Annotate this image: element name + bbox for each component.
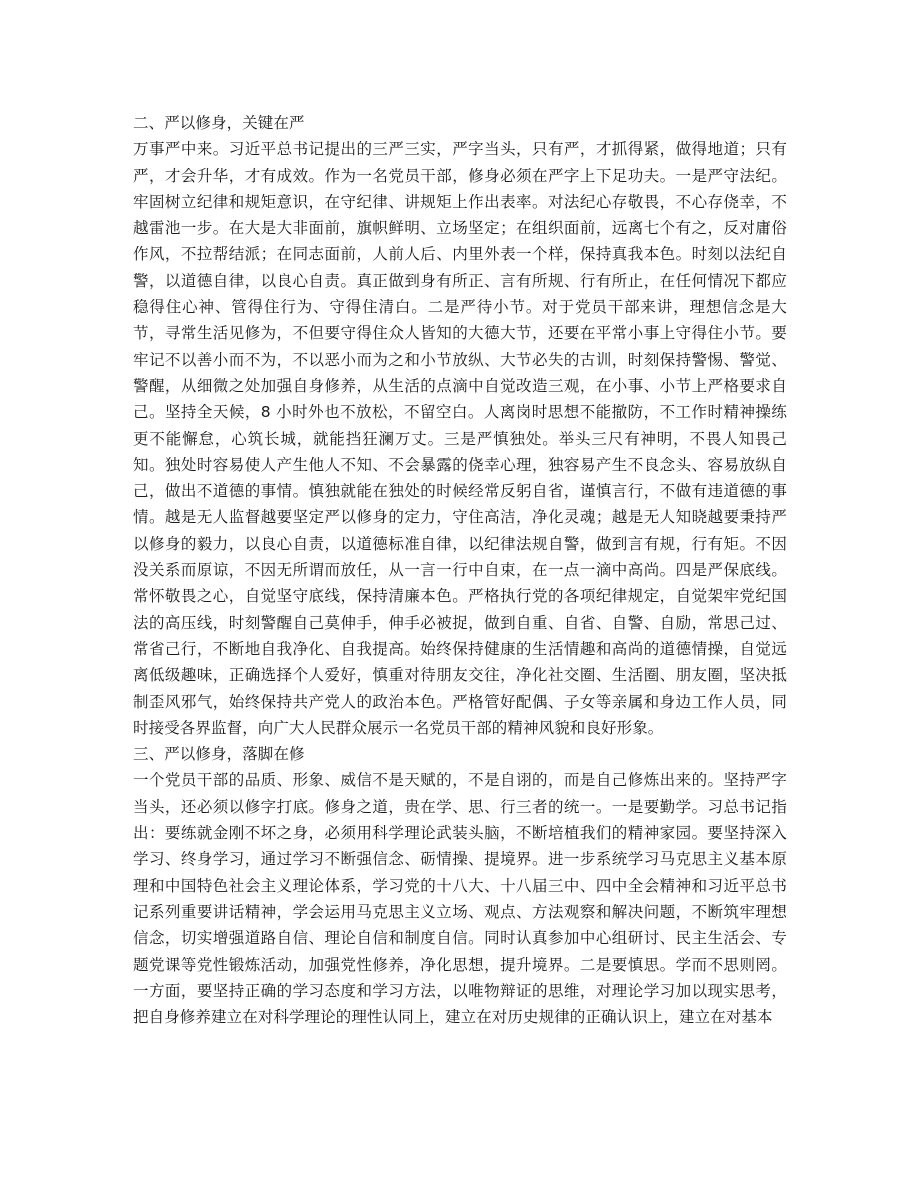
- document-page: [133, 110, 787, 1030]
- section-heading: 二、严以修身，关键在严: [133, 114, 305, 132]
- section-body: 一个党员干部的品质、形象、威信不是天赋的，不是自诩的，而是自己修炼出来的。坚持严字当头，还必须以修字打底。修身之道，贵在学、思、行三者的统一。一是要勤学。习总书记指出：要练就金刚不坏之身，必须用科学理论武装头脑，不断培植我们的精神家园。要坚持深入学习、终身学习，通过学习不断强信念、砺情操、提境界。进一步系统学习马克思主义基本原理和中国特色社会主义理论体系，学习党的十八大、十八届三中、四中全会精神和习近平总书记系列重要讲话精神，学会运用马克思主义立场、观点、方法观察和解决问题，不断筑牢理想信念，切实增强道路自信、理论自信和制度自信。同时认真参加中心组研讨、民主生活会、专题党课等党性锻炼活动，加强党性修养，净化思想，提升境界。二是要慎思。学而不思则罔。一方面，要坚持正确的学习态度和学习方法，以唯物辩证的思维，对理论学习加以现实思考，把自身修养建立在对科学理论的理性认同上，建立在对历史规律的正确认识上，建立在对基本: [133, 771, 787, 1027]
- section-heading: 三、严以修身，落脚在修: [133, 745, 305, 764]
- section-body: 万事严中来。习近平总书记提出的三严三实，严字当头，只有严，才抓得紧，做得地道；只有严，才会升华，才有成效。作为一名党员干部，修身必须在严字上下足功夫。一是严守法纪。牢固树立纪律和规矩意识，在守纪律、讲规矩上作出表率。对法纪心存敬畏，不心存侥幸，不越雷池一步。在大是大非面前，旗帜鲜明、立场坚定；在组织面前，远离七个有之，反对庸俗作风，不拉帮结派；在同志面前，人前人后、内里外表一个样，保持真我本色。时刻以法纪自警，以道德自律，以良心自责。真正做到身有所正、言有所规、行有所止，在任何情况下都应稳得住心神、管得住行为、守得住清白。二是严待小节。对于党员干部来讲，理想信念是大节，寻常生活见修为，不但要守得住众人皆知的大德大节，还要在平常小事上守得住小节。要牢记不以善小而不为，不以恶小而为之和小节放纵、大节必失的古训，时刻保持警惕、警觉、警醒，从细微之处加强自身修养，从生活的点滴中自觉改造三观，在小事、小节上严格要求自己。坚持全天候，8 小时外也不放松，不留空白。人离岗时思想不能撤防，不工作时精神操练更不能懈怠，心筑长城，就能挡狂澜万丈。三是严慎独处。举头三尺有神明，不畏人知畏己知。独处时容易使人产生他人不知、不会暴露的侥幸心理，独容易产生不良念头、容易放纵自己，做出不道德的事情。慎独就能在独处的时候经常反躬自省，谨慎言行，不做有违道德的事情。越是无人监督越要坚定严以修身的定力，守住高洁，净化灵魂；越是无人知晓越要秉持严以修身的毅力，以良心自责，以道德标准自律，以纪律法规自警，做到言有规，行有矩。不因没关系而原谅，不因无所谓而放任，从一言一行中自束，在一点一滴中高尚。四是严保底线。常怀敬畏之心，自觉坚守底线，保持清廉本色。严格执行党的各项纪律规定，自觉架牢党纪国法的高压线，时刻警醒自己莫伸手，伸手必被捉，做到自重、自省、自警、自励，常思己过、常省己行，不断地自我净化、自我提高。始终保持健康的生活情趣和高尚的道德情操，自觉远离低级趣味，正确选择个人爱好，慎重对待朋友交往，净化社交圈、生活圈、朋友圈，坚决抵制歪风邪气，始终保持共产党人的政治本色。严格管好配偶、子女等亲属和身边工作人员，同时接受各界监督，向广大人民群众展示一名党员干部的精神风貌和良好形象。: [133, 140, 787, 737]
